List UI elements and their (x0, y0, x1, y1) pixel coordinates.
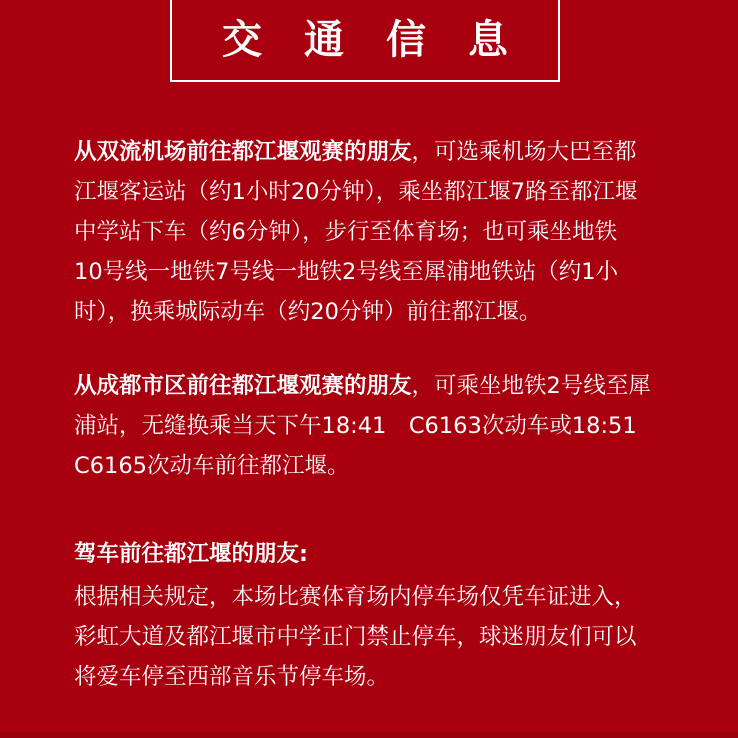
paragraph-line: 江堰客运站（约1小时20分钟），乘坐都江堰7路至都江堰 (74, 179, 638, 205)
paragraph-line: 10号线一地铁7号线一地铁2号线至犀浦地铁站（约1小 (74, 259, 619, 285)
paragraph-line: 浦站，无缝换乘当天下午18:41 C6163次动车或18:51 (74, 413, 637, 439)
section-city (74, 366, 674, 486)
paragraph-line (74, 132, 674, 172)
section-lead: 从双流机场前往都江堰观赛的朋友 (74, 139, 412, 165)
section-airport (74, 132, 674, 332)
paragraph-line: 根据相关规定，本场比赛体育场内停车场仅凭车证进入， (74, 584, 637, 610)
paragraph-line: 中学站下车（约6分钟），步行至体育场；也可乘坐地铁 (74, 219, 618, 245)
bottom-bar (0, 732, 738, 738)
paragraph-text: ，可选乘机场大巴至都 (411, 139, 637, 165)
section-driving (74, 539, 674, 697)
paragraph-line (74, 366, 674, 406)
page-title: 交通信息 (222, 17, 550, 63)
paragraph-line: 彩虹大道及都江堰市中学正门禁止停车，球迷朋友们可以 (74, 624, 637, 650)
paragraph-line: 将爱车停至西部音乐节停车场。 (74, 664, 390, 690)
title-box (170, 0, 560, 82)
paragraph-line: C6165次动车前往都江堰。 (74, 453, 350, 479)
section-lead: 从成都市区前往都江堰观赛的朋友 (74, 373, 412, 399)
paragraph-line: 时），换乘城际动车（约20分钟）前往都江堰。 (74, 299, 542, 325)
section-heading: 驾车前往都江堰的朋友: (74, 541, 308, 567)
paragraph-text: ，可乘坐地铁2号线至犀 (411, 373, 651, 399)
